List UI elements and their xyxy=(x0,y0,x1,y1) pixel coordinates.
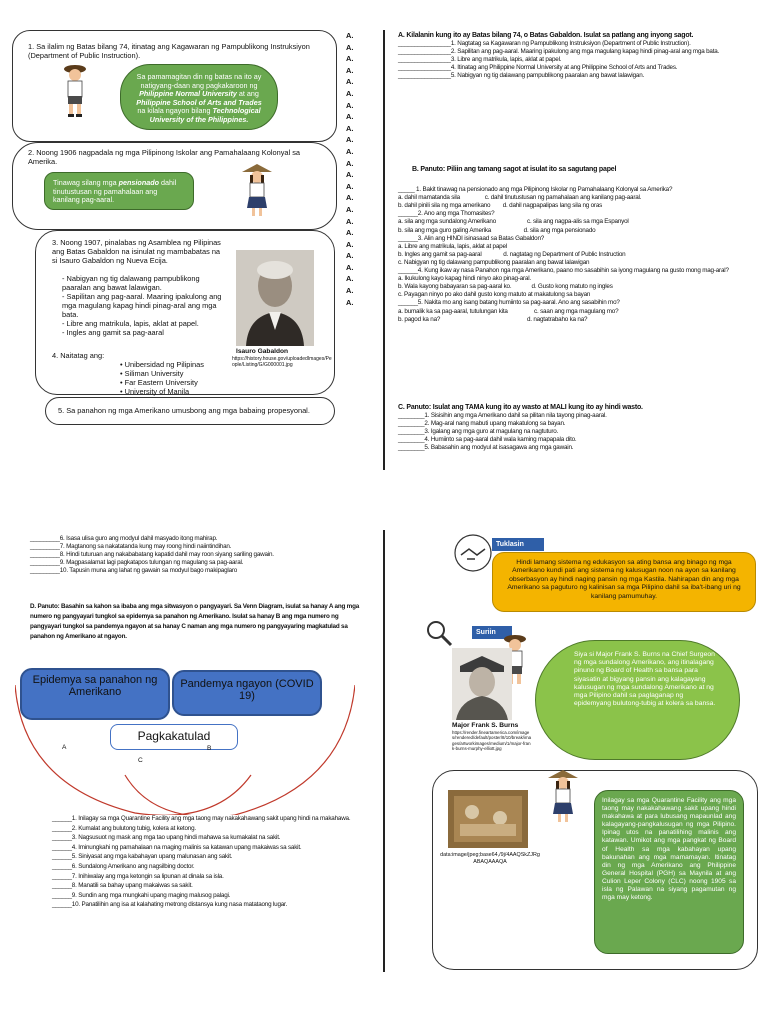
venn-middle-box: Pagkakatulad xyxy=(110,724,238,750)
part-d-items: ______1. Inilagay sa mga Quarantine Facility ang mga taong may nakakahawang sakit upang hindi na makahawa. ______2. Kumalat ang bulutong tubig, kolera at ketong. ______3. Nagsusuot ng mask ang mga tao upang hindi mahawa sa kumakalat na sakit. ______4. Iminungkahi ng pamahalaan na maging malinis sa katawan upang makaiwas sa sakit. ______5. Siniyasat ang mga kabahayan upang malunasan ang sakit. ______6. Sundalong Amerikano ang nagsilbing doctor. ______7. Inihiwalay ang mga ketongin sa lipunan at dinala sa isla. ______8. Manatili sa bahay upang makaiwas sa sakit. ______9. Sundin ang mga mungkahi upang maging malusog palagi. ______10. Panatilihin ang isa at kalahating metrong distansya kung nasa matataong lugar. xyxy=(52,815,351,909)
list-item: - Ingles ang gamit sa pag-aaral xyxy=(62,328,222,337)
item-4: 4. Naitatag ang: xyxy=(52,351,105,360)
center-divider-bottom xyxy=(383,530,385,972)
magnifier-icon xyxy=(424,618,454,648)
frank-burns-source: https://render.fineartamerica.com/images/rendered/default/poster/8/10/break/images/artworkimages/medium/1/major-frank-burns-murphy-elliott.jpg xyxy=(452,730,532,752)
student-girl-icon xyxy=(240,162,274,220)
venn-label-b: B xyxy=(207,745,212,752)
part-a-heading: A. Kilalanin kung ito ay Batas bilang 74, o Batas Gabaldon. Isulat sa patlang ang inyong sagot. xyxy=(398,32,694,39)
frank-burns-portrait xyxy=(452,648,512,720)
quarantine-photo xyxy=(448,790,528,848)
center-divider-top xyxy=(383,30,385,470)
list-item: • Siliman University xyxy=(120,369,204,378)
part-b-heading: B. Panuto: Piliin ang tamang sagot at isulat ito sa sagutang papel xyxy=(412,166,617,173)
student-boy-icon xyxy=(58,60,92,118)
item-5: 5. Sa panahon ng mga Amerikano umusbong ang mga babaing propesyonal. xyxy=(58,406,310,415)
part-c: C. Panuto: Isulat ang TAMA kung ito ay wasto at MALI kung ito ay hindi wasto. ________1. Sisisihin ang mga Amerikano dahil sa pilitan nila tayong pinag-aaral. ________2. Mag-aral nang mabuti upang makatulong sa bayan. ________3. Igalang ang mga guro at magulang na nagtuturo. ________4. Humiinto sa pag-aaral dahil wala kaming mapapala dito. ________5. Babasahin ang modyul at isasagawa ang mga gawain. xyxy=(398,404,760,453)
tuklasin-box: Hindi lamang sistema ng edukasyon sa ating bansa ang binago ng mga Amerikano kundi pati ang sistema ng kalusugan noon na ayon sa kanilang obserbasyon ay hindi naging pansin ng mga Kastila. Nahirapan din ang mga Amerikano sa paguturo ng kalinisan sa mga Pilipino dahil sa iba't-ibang uri ng kanilang pamumuhay. xyxy=(492,552,756,612)
quarantine-green-box: Inilagay sa mga Quarantine Facility ang mga taong may nakakahawang sakit upang hindi makahawa at para lubusang mapaunlad ang kalagayang-pangkalusugan ng mga Pilipino. Ipinag utos na panatilihing malinis ang katawan. Umikot ang mga pangkat ng Board of Health sa mga kabahayan upang bakunahan ang mga mamamayan. Itinatag din ng mga Amerikano ang Philippine General Hospital (PGH) sa Maynila at ang Culion Leper Colony (CLC) noong 1905 sa isla ng Palawan na siyang pagamutan ng mga may ketong. xyxy=(594,790,744,954)
part-c-heading: C. Panuto: Isulat ang TAMA kung ito ay wasto at MALI kung ito ay hindi wasto. xyxy=(398,404,643,411)
isauro-gabaldon-photo xyxy=(236,250,314,346)
universities-list xyxy=(120,360,204,396)
list-item: - Libre ang matrikula, lapis, aklat at papel. xyxy=(62,319,222,328)
part-a-item: ________________5. Nabigyan ng tig dalawang pampublikong paaralan ang bawat lalawigan. xyxy=(398,72,645,80)
frank-burns-caption: Major Frank S. Burns xyxy=(452,722,519,729)
photo-source: https://history.house.gov/uploadedImages/People/Listing/G/G000001.jpg xyxy=(232,356,332,368)
part-a-item: ________________4. Itinatag ang Philippine Normal University at ang Philippine School of Arts and Trades. xyxy=(398,64,678,72)
list-item: - Sapilitan ang pag-aaral. Maaring ipakulong ang mga magulang kapag hindi pinag-aral ang mga bata. xyxy=(62,292,222,319)
part-a-item: ________________3. Libre ang matrikula, lapis, aklat at papel. xyxy=(398,56,562,64)
bubble-normal-university: Sa pamamagitan din ng batas na ito ay natigyang-daan ang pagkakaroon ng Philippine Normal University at ang Philippine School of Arts and Trades na kilala ngayon bilang Technological University of the Philippines. xyxy=(120,64,278,130)
handshake-icon xyxy=(453,533,493,573)
part-b: B. Panuto: Piliin ang tamang sagot at isulat ito sa sagutang papel _____ 1. Bakit tinawag na pensionado ang mga Pilipinong Iskolar ng Pamahalaang Kolonyal sa Amerika? a. dahil mamatanda sila c. dahil tinutustusan ng pamahalaan ang kanilang pag-aaral. b. dahil pinili sila ng mga amerikano d. dahil nagpapalipas lang sila ng oras ______2. Ano ang mga Thomasites? a. sila ang mga sundalong Amerikano c. sila ang nagpa-alis sa mga Espanyol b. sila ang mga guro galing Amerika d. sila ang mga pensionado ______3. Alin ang HINDI isinasaad sa Batas Gabaldon? a. Libre ang matrikula, lapis, aklat at papel b. Ingles ang gamit sa pag-aaral d. nagtatag ng Department of Public Instruction c. Nabigyan ng tig dalawang pampublikong paaralan ang bawat lalawigan ______4. Kung ikaw ay nasa Panahon nga mga Amerikano, paano mo sasabihin sa iyong magulang na gusto mong mag-aral? a. Ikukulong kayo kapag hindi ninyo ako pinag-aral. b. Wala kayong babayaran sa pag-aaral ko. d. Gusto kong matuto ng ingles c. Payagan ninyo po ako dahil gusto kong matuto at makatulong sa bayan ______5. Nakita mo ang isang batang humiinto sa pag-aaral. Ano ang sasabihin mo? a. bumalik ka sa pag-aaral, tutulungan kita c. saan ang mga magulang mo? b. pagod ka na? d. nagtatrabaho ka na? xyxy=(398,166,760,324)
list-item: • Unibersidad ng Pilipinas xyxy=(120,360,204,369)
tuklasin-tag: Tuklasin xyxy=(492,538,544,551)
item-3: 3. Noong 1907, pinalabas ng Asamblea ng Pilipinas ang Batas Gabaldon na isinulat ng mambabatas na si Isauro Gabaldon ng Nueva Ecija. xyxy=(52,238,221,265)
batas-gabaldon-list xyxy=(62,274,222,337)
venn-label-a: A xyxy=(62,744,67,751)
quarantine-photo-source: data:image/jpeg;base64,/9j/4AAQSkZJRgABAQAAAQA xyxy=(440,852,540,865)
photo-caption: Isauro Gabaldon xyxy=(236,348,289,355)
venn-left-box: Epidemya sa panahon ng Amerikano xyxy=(20,668,170,720)
part-d-heading: D. Panuto: Basahin sa kahon sa ibaba ang mga sitwasyon o pangyayari. Sa Venn Diagram, isulat sa hanay A ang mga numero ng pangyayari tungkol sa epidemya sa panahon ng Amerikano. Isulat sa hanay B ang mga numero ng pangyayari tungkol sa pandemya ngayon at sa hanay C naman ang mga numero ng pangyayaring magkatulad sa panahon ng Amerikano at ngayon. xyxy=(30,603,360,640)
part-a-item: ________________1. Nagtatag sa Kagawaran ng Pampublikong Instruksiyon (Department of Public Instruction). xyxy=(398,40,691,48)
answer-column: A. A. A. A. A. A. A. A. A. A. A. A. A. A. A. A. A. A. A. A. A. A. A. A. xyxy=(346,31,354,307)
part-c-continued: _________6. Isasa ulisa guro ang modyul dahil masyado itong mahirap. _________7. Magtanong sa nakatatanda kung may roong hindi naiintindihan. _________8. Hindi tuturuan ang nakababatang kapatid dahil may roon siyang sariling gawain. _________9. Magpasalamat lagi pagkatapos tulungan ng magulang sa pag-aaral. _________10. Tapusin muna ang lahat ng gawain sa modyul bago makipaglaro xyxy=(30,535,274,575)
student-girl-icon xyxy=(546,768,580,826)
venn-right-box: Pandemya ngayon (COVID 19) xyxy=(172,670,322,716)
part-a xyxy=(398,32,758,81)
list-item: • University of Manila xyxy=(120,387,204,396)
suriin-tag: Suriin xyxy=(472,626,512,639)
venn-label-c: C xyxy=(138,757,143,764)
list-item: - Nabigyan ng tig dalawang pampublikong paaralan ang bawat lalawigan. xyxy=(62,274,222,292)
part-a-item: ________________2. Sapilitan ang pag-aaral. Maaring ipakulong ang mga magulang kapag hindi pinag-aral ang mga bata. xyxy=(398,48,720,56)
item-1: 1. Sa ilalim ng Batas bilang 74, itinatag ang Kagawaran ng Pampublikong Instruksiyon (Department of Public Instruction). xyxy=(28,42,310,60)
item-2: 2. Noong 1906 nagpadala ng mga Pilipinong Iskolar ang Pamahalaang Kolonyal sa Amerika. xyxy=(28,148,301,166)
bubble-pensionado: Tinawag silang mga pensionado dahil tinutustusan ng pamahalaan ang kanilang pag-aaral. xyxy=(44,172,194,210)
suriin-cloud: Siya si Major Frank S. Burns na Chief Surgeon ng mga sundalong Amerikano, ang itinalagang pinuno ng Board of Health sa bansa para siyasatin at bigyang pansin ang kalagayang kalusugan ng mga sundalong Amerikano at ng mga Pilipino dahil sa paglaganap ng epidemyang bulutong-tubig at kolera sa bansa. xyxy=(535,640,740,760)
list-item: • Far Eastern University xyxy=(120,378,204,387)
